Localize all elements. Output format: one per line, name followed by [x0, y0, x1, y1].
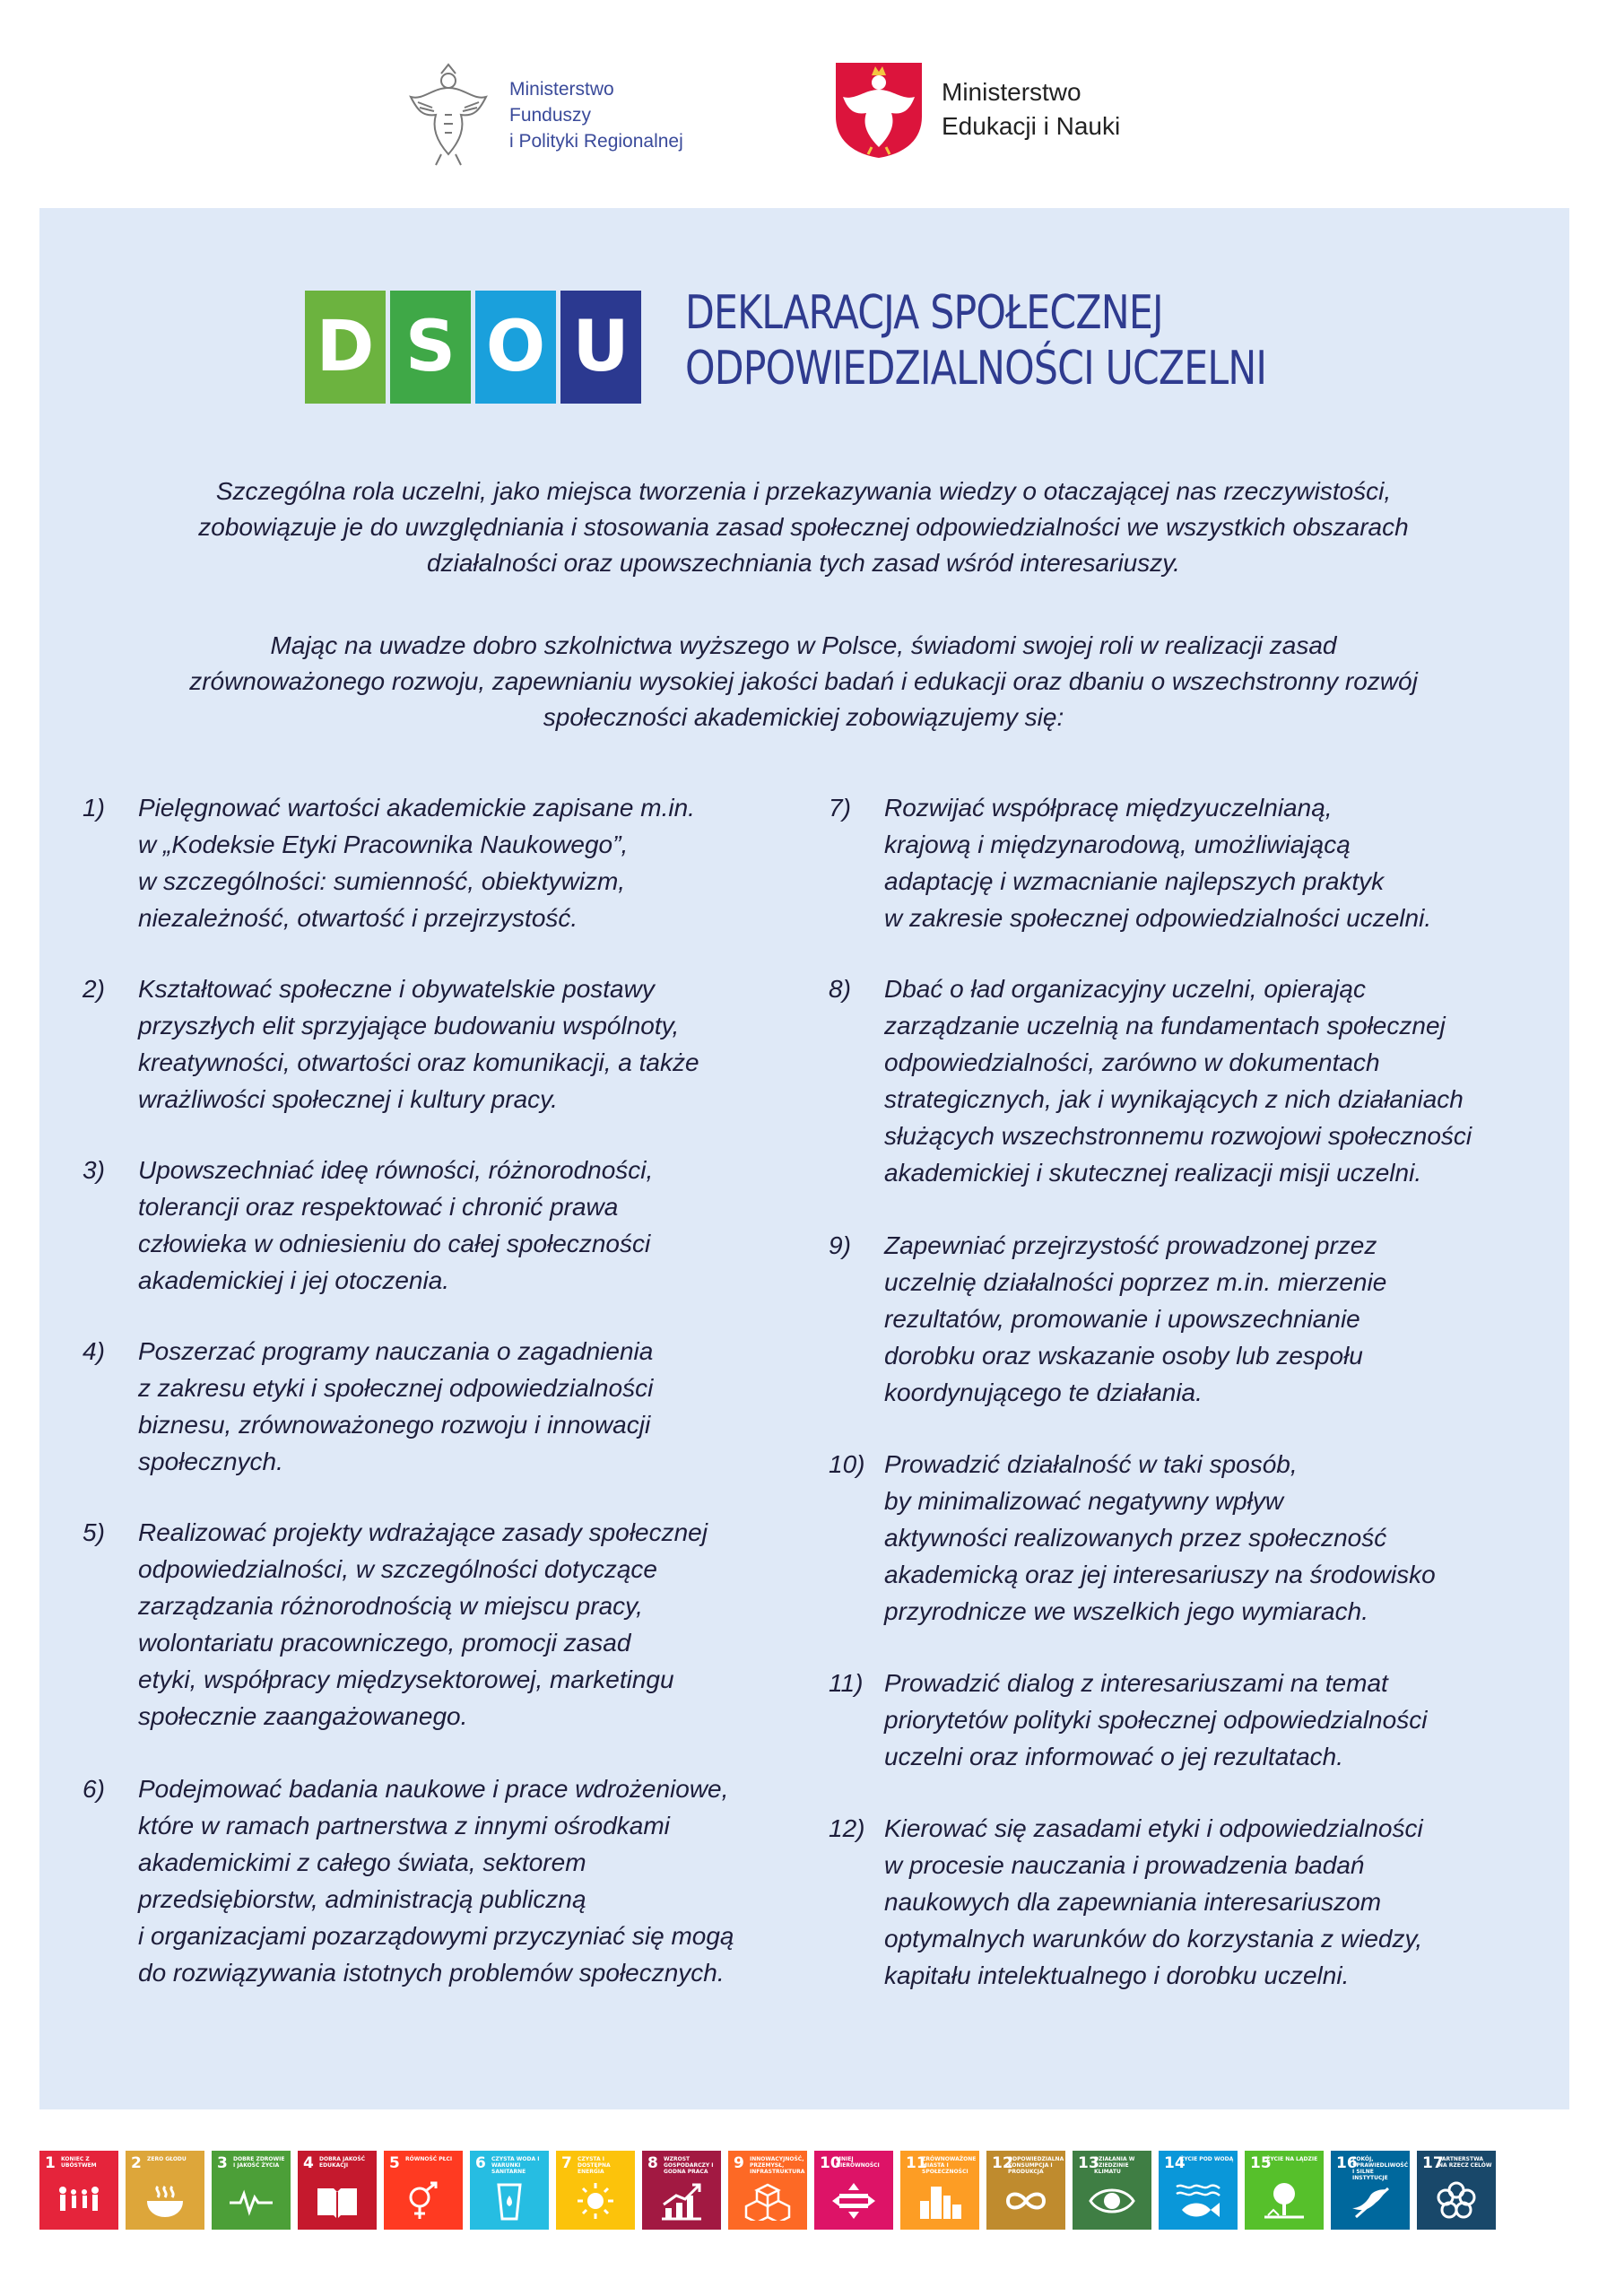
intro-paragraph [99, 474, 1508, 581]
commitment-text: Podejmować badania naukowe i prace wdrożeniowe, które w ramach partnerstwa z innymi ośrodkami akademickimi z całego świata, sektorem przedsiębiorstw, administracją publiczną i organizacjami pozarządowymi przyczyniać się mogą do rozwiązywania istotnych problemów społecznych. [138, 1775, 734, 1987]
infinity-icon [1003, 2181, 1049, 2221]
intro-line: Szczególna rola uczelni, jako miejsca tworzenia i przekazywania wiedzy o otaczającej nas rzeczywistości, [215, 477, 1392, 505]
mfipr-line: i Polityki Regionalnej [509, 130, 683, 152]
sun-icon [572, 2181, 619, 2221]
eye-globe-icon [1089, 2181, 1135, 2221]
sdg-goal-tile [384, 2151, 463, 2230]
dove-icon [1347, 2181, 1394, 2221]
intro-line: Mając na uwadze dobro szkolnictwa wyższego w Polsce, świadomi swojej roli w realizacji zasad [270, 631, 1337, 659]
cubes-icon [744, 2181, 791, 2221]
commitment-number: 3) [83, 1156, 105, 1184]
city-icon [916, 2181, 963, 2221]
fish-icon [1175, 2181, 1221, 2221]
sdg-goal-label: PARTNERSTWA NA RZECZ CELÓW [1438, 2156, 1492, 2169]
sdg-goal-label: ZERO GŁODU [147, 2156, 187, 2162]
heartbeat-icon [228, 2181, 274, 2221]
commitment-item [83, 1333, 653, 1480]
flower-icon [1433, 2181, 1480, 2221]
sdg-goal-label: DOBRA JAKOŚĆ EDUKACJI [319, 2156, 366, 2169]
commitment-number: 7) [829, 794, 851, 822]
sdg-goal-number: 8 [647, 2154, 658, 2172]
sdg-goal-label: DZIAŁANIA W DZIEDZINIE KLIMATU [1094, 2156, 1135, 2175]
sdg-goal-tile [642, 2151, 721, 2230]
commitment-item [829, 789, 1431, 936]
commitment-number: 8) [829, 975, 851, 1003]
commitment-number: 11) [829, 1669, 864, 1697]
title-line: ODPOWIEDZIALNOŚCI UCZELNI [685, 342, 1267, 396]
growth-chart-icon [658, 2181, 705, 2221]
commitment-text: Kierować się zasadami etyki i odpowiedzialności w procesie nauczania i prowadzenia badań naukowych dla zapewniania interesariuszom optymalnych warunków do korzystania z wiedzy, kapitału intelektualnego i dorobku uczelni. [884, 1814, 1423, 1989]
sdg-goal-number: 12 [992, 2154, 1013, 2172]
commitment-number: 5) [83, 1518, 105, 1546]
commitment-item [829, 1446, 1436, 1630]
commitment-text: Dbać o ład organizacyjny uczelni, opierając zarządzanie uczelnią na fundamentach społecznej odpowiedzialności, zarówno w dokumentach strategicznych, jak i wynikających z nich działaniach służących wszechstronnemu rozwojowi społeczności akademickiej i skutecznej realizacji misji uczelni. [884, 975, 1472, 1187]
mfipr-line: Funduszy [509, 104, 592, 126]
commitment-number: 1) [83, 794, 105, 822]
dsou-letter: O [475, 291, 556, 404]
sdg-goal-number: 15 [1250, 2154, 1272, 2172]
sdg-goal-number: 4 [303, 2154, 314, 2172]
sdg-goal-label: KONIEC Z UBÓSTWEM [61, 2156, 97, 2169]
sdg-goal-tile [814, 2151, 893, 2230]
sdg-goal-number: 17 [1422, 2154, 1444, 2172]
sdg-goal-number: 11 [906, 2154, 927, 2172]
sdg-goal-tile [39, 2151, 118, 2230]
sdg-goal-tile [470, 2151, 549, 2230]
commitment-item [83, 789, 695, 936]
intro-line: zrównoważonego rozwoju, zapewnianiu wysokiej jakości badań i edukacji oraz dbaniu o wszechstronny rozwój [189, 667, 1418, 695]
commitment-number: 2) [83, 975, 105, 1003]
men-name [942, 75, 1120, 144]
page-title [685, 285, 1266, 396]
sdg-goal-number: 2 [131, 2154, 142, 2172]
people-icon [56, 2181, 102, 2221]
mfipr-name [509, 76, 683, 154]
commitment-item [829, 1810, 1423, 1994]
sdg-goal-tile [298, 2151, 377, 2230]
coat-of-arms-icon [832, 59, 925, 160]
sdg-goal-number: 1 [45, 2154, 56, 2172]
commitment-text: Realizować projekty wdrażające zasady społecznej odpowiedzialności, w szczególności dotyczące zarządzania różnorodnością w miejscu pracy, wolontariatu pracowniczego, promocji zasad etyki, współpracy międzysektorowej, marketingu społecznie zaangażowanego. [138, 1518, 708, 1730]
white-eagle-icon [405, 61, 491, 169]
sdg-goal-label: RÓWNOŚĆ PŁCI [405, 2156, 453, 2162]
equality-icon [830, 2181, 877, 2221]
sdg-goal-tile [1073, 2151, 1151, 2230]
commitment-number: 4) [83, 1337, 105, 1365]
sdg-goal-label: ODPOWIEDZIALNA KONSUMPCJA I PRODUKCJA [1008, 2156, 1064, 2175]
sdg-goal-label: CZYSTA I DOSTĘPNA ENERGIA [578, 2156, 611, 2175]
commitment-text: Poszerzać programy nauczania o zagadnienia z zakresu etyki i społecznej odpowiedzialności biznesu, zrównoważonego rozwoju i innowacji społecznych. [138, 1337, 654, 1475]
sdg-goal-number: 6 [475, 2154, 486, 2172]
sdg-goal-tile [986, 2151, 1065, 2230]
sdg-goal-label: DOBRE ZDROWIE I JAKOŚĆ ŻYCIA [233, 2156, 285, 2169]
sdg-goal-label: WZROST GOSPODARCZY I GODNA PRACA [664, 2156, 714, 2175]
sdg-goal-number: 3 [217, 2154, 228, 2172]
commitment-number: 9) [829, 1231, 851, 1259]
sdg-goal-label: ZRÓWNOWAŻONE MIASTA I SPOŁECZNOŚCI [922, 2156, 977, 2175]
sdg-goal-tile [1159, 2151, 1238, 2230]
sdg-goal-label: INNOWACYJNOŚĆ, PRZEMYSŁ, INFRASTRUKTURA [750, 2156, 805, 2175]
sdg-goal-tile [126, 2151, 204, 2230]
sdg-goal-number: 16 [1336, 2154, 1358, 2172]
intro-line: działalności oraz upowszechniania tych zasad wśród interesariuszy. [427, 549, 1180, 577]
commitment-item [83, 1514, 708, 1735]
commitment-item [829, 1227, 1386, 1411]
commitment-text: Prowadzić działalność w taki sposób, by minimalizować negatywny wpływ aktywności realizowanych przez społeczność akademicką oraz jej interesariuszy na środowisko przyrodnicze we wszelkich jego wymiarach. [884, 1450, 1436, 1625]
tree-icon [1261, 2181, 1307, 2221]
sdg-goal-tile [1417, 2151, 1496, 2230]
men-line: Ministerstwo [942, 78, 1081, 106]
commitment-item [829, 970, 1472, 1191]
sdg-goal-tile [728, 2151, 807, 2230]
commitment-item [83, 970, 699, 1118]
gender-icon [400, 2181, 447, 2221]
mfipr-line: Ministerstwo [509, 78, 614, 100]
sdg-goal-label: ŻYCIE NA LĄDZIE [1266, 2156, 1318, 2162]
sdg-goal-number: 7 [561, 2154, 572, 2172]
dsou-logo [305, 291, 641, 404]
sdg-goal-label: POKÓJ, SPRAWIEDLIWOŚĆ I SILNE INSTYTUCJE [1352, 2156, 1409, 2181]
commitment-item [83, 1152, 653, 1299]
sdg-goal-tile [1331, 2151, 1410, 2230]
commitment-text: Kształtować społeczne i obywatelskie postawy przyszłych elit sprzyjające budowaniu wspólnoty, kreatywności, otwartości oraz komunikacji, a także wrażliwości społecznej i kultury pracy. [138, 975, 699, 1113]
intro-line: zobowiązuje je do uwzględniania i stosowania zasad społecznej odpowiedzialności we wszystkich obszarach [198, 513, 1409, 541]
sdg-goal-label: ŻYCIE POD WODĄ [1180, 2156, 1234, 2162]
sdg-goal-tile [900, 2151, 979, 2230]
sdg-goal-tile [556, 2151, 635, 2230]
title-line: DEKLARACJA SPOŁECZNEJ [685, 286, 1163, 340]
commitment-number: 10) [829, 1450, 865, 1478]
intro-line: społeczności akademickiej zobowiązujemy się: [543, 703, 1064, 731]
sdg-goal-number: 10 [820, 2154, 841, 2172]
book-icon [314, 2181, 360, 2221]
men-line: Edukacji i Nauki [942, 112, 1121, 140]
commitment-number: 12) [829, 1814, 865, 1842]
commitment-text: Pielęgnować wartości akademickie zapisane m.in. w „Kodeksie Etyki Pracownika Naukowego”, w szczególności: sumienność, obiektywizm, niezależność, otwartość i przejrzystość. [138, 794, 695, 932]
sdg-goal-label: CZYSTA WODA I WARUNKI SANITARNE [491, 2156, 540, 2175]
sdg-goal-tile [212, 2151, 291, 2230]
water-glass-icon [486, 2181, 533, 2221]
sdg-goal-tile [1245, 2151, 1324, 2230]
commitment-text: Upowszechniać ideę równości, różnorodności, tolerancji oraz respektować i chronić prawa człowieka w odniesieniu do całej społeczności akademickiej i jej otoczenia. [138, 1156, 654, 1294]
commitment-text: Prowadzić dialog z interesariuszami na temat priorytetów polityki społecznej odpowiedzialności uczelni oraz informować o jej rezultatach. [884, 1669, 1428, 1770]
mfipr-logo [405, 61, 683, 169]
commitment-item [83, 1770, 734, 1991]
sdg-goals-bar [39, 2151, 1496, 2230]
dsou-letter: S [390, 291, 471, 404]
men-logo [832, 59, 1120, 160]
commitment-item [829, 1665, 1427, 1775]
commitment-number: 6) [83, 1775, 105, 1803]
dsou-letter: U [560, 291, 641, 404]
sdg-goal-number: 9 [734, 2154, 744, 2172]
sdg-goal-number: 5 [389, 2154, 400, 2172]
intro-paragraph [99, 628, 1508, 735]
commitment-text: Zapewniać przejrzystość prowadzonej przez uczelnię działalności poprzez m.in. mierzenie rezultatów, promowanie i upowszechnianie dorobku oraz wskazanie osoby lub zespołu koordynującego te działania. [884, 1231, 1387, 1406]
sdg-goal-label: MNIEJ NIERÓWNOŚCI [836, 2156, 880, 2169]
commitment-text: Rozwijać współpracę międzyuczelnianą, krajową i międzynarodową, umożliwiającą adaptację i wzmacnianie najlepszych praktyk w zakresie społecznej odpowiedzialności uczelni. [884, 794, 1432, 932]
sdg-goal-number: 14 [1164, 2154, 1186, 2172]
sdg-goal-number: 13 [1078, 2154, 1099, 2172]
bowl-icon [142, 2181, 188, 2221]
dsou-letter: D [305, 291, 386, 404]
